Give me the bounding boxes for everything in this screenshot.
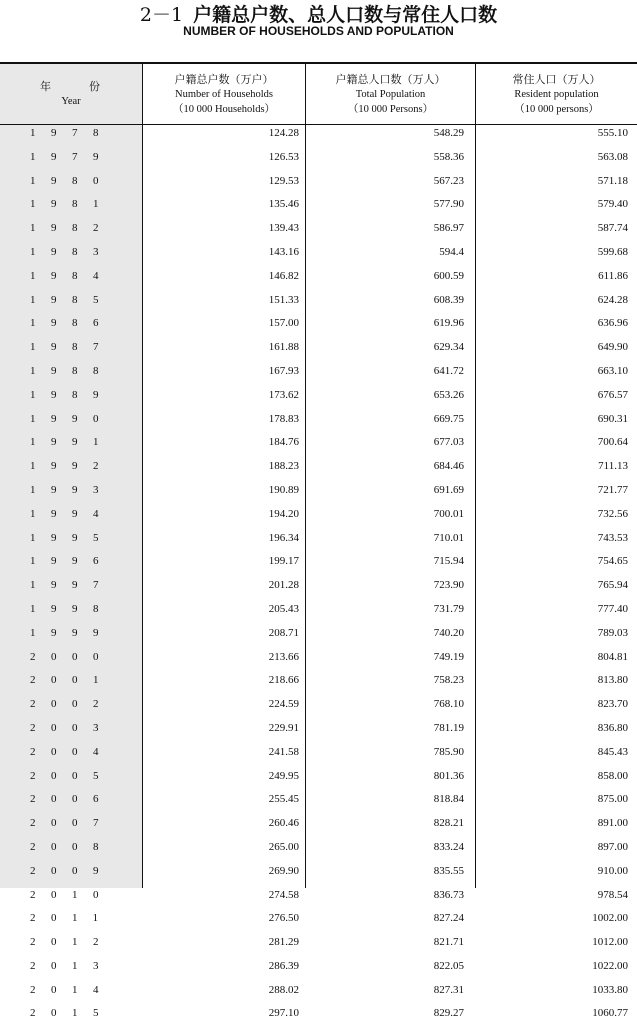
year-cell: 2013: [30, 959, 114, 972]
table-row: [0, 791, 637, 815]
households-cell: 286.39: [268, 959, 299, 972]
table-title-cn: 户籍总户数、总人口数与常住人口数: [193, 4, 498, 26]
table-row: [0, 744, 637, 768]
header-resident-en: Resident population: [514, 88, 599, 100]
header-households-en: Number of Households: [175, 88, 273, 100]
header-population-en: Total Population: [355, 88, 426, 100]
households-cell: 297.10: [268, 1007, 299, 1020]
table-row: [0, 268, 637, 292]
header-households: [143, 64, 305, 124]
table-row: [0, 149, 637, 173]
resident-cell: 1060.77: [592, 1007, 628, 1020]
year-cell: 1985: [30, 293, 114, 306]
header-resident-unit: （10 000 persons）: [514, 103, 599, 115]
households-cell: 241.58: [268, 745, 299, 758]
table-row: [0, 220, 637, 244]
table-row: [0, 339, 637, 363]
households-cell: 173.62: [268, 388, 299, 401]
year-cell: 1993: [30, 483, 114, 496]
table-row: [0, 839, 637, 863]
table-row: [0, 958, 637, 982]
households-cell: 255.45: [268, 793, 299, 806]
table-row: [0, 768, 637, 792]
table-row: [0, 696, 637, 720]
households-cell: 129.53: [268, 174, 299, 187]
year-cell: 1998: [30, 602, 114, 615]
table-row: [0, 292, 637, 316]
year-cell: 2015: [30, 1007, 114, 1020]
header-population: [306, 64, 475, 124]
households-cell: 218.66: [268, 674, 299, 687]
population-cell: 567.23: [433, 174, 464, 187]
year-cell: 2009: [30, 864, 114, 877]
resident-cell: 836.80: [597, 721, 628, 734]
resident-cell: 858.00: [597, 769, 628, 782]
population-cell: 608.39: [433, 293, 464, 306]
population-cell: 586.97: [433, 222, 464, 235]
resident-cell: 732.56: [597, 507, 628, 520]
resident-cell: 813.80: [597, 674, 628, 687]
year-cell: 1997: [30, 579, 114, 592]
population-cell: 669.75: [433, 412, 464, 425]
resident-cell: 891.00: [597, 817, 628, 830]
year-cell: 1989: [30, 388, 114, 401]
resident-cell: 571.18: [597, 174, 628, 187]
households-cell: 224.59: [268, 698, 299, 711]
households-cell: 146.82: [268, 269, 299, 282]
table-row: [0, 982, 637, 1006]
population-cell: 768.10: [433, 698, 464, 711]
year-cell: 2007: [30, 817, 114, 830]
table-row: [0, 411, 637, 435]
resident-cell: 721.77: [597, 483, 628, 496]
table-row: [0, 482, 637, 506]
year-cell: 2006: [30, 793, 114, 806]
year-cell: 1984: [30, 269, 114, 282]
population-cell: 827.31: [433, 983, 464, 996]
header-households-unit: （10 000 Households）: [172, 103, 276, 115]
resident-cell: 777.40: [597, 602, 628, 615]
households-cell: 265.00: [268, 840, 299, 853]
year-cell: 2000: [30, 650, 114, 663]
resident-cell: 611.86: [598, 269, 628, 282]
households-cell: 135.46: [268, 198, 299, 211]
year-cell: 1995: [30, 531, 114, 544]
population-cell: 715.94: [433, 555, 464, 568]
households-cell: 229.91: [268, 721, 299, 734]
table-row: [0, 434, 637, 458]
year-cell: 2002: [30, 698, 114, 711]
population-cell: 677.03: [433, 436, 464, 449]
population-cell: 558.36: [433, 150, 464, 163]
header-year-cn: 年份: [40, 80, 138, 93]
population-cell: 822.05: [433, 959, 464, 972]
population-cell: 785.90: [433, 745, 464, 758]
households-cell: 139.43: [268, 222, 299, 235]
population-cell: 594.4: [439, 245, 464, 258]
households-cell: 274.58: [268, 888, 299, 901]
population-cell: 653.26: [433, 388, 464, 401]
population-cell: 691.69: [433, 483, 464, 496]
table-title: [0, 4, 637, 26]
households-cell: 151.33: [268, 293, 299, 306]
header-year-en: Year: [61, 96, 81, 107]
table-row: [0, 649, 637, 673]
population-cell: 619.96: [433, 317, 464, 330]
year-cell: 2011: [30, 912, 114, 925]
population-cell: 641.72: [433, 364, 464, 377]
households-cell: 205.43: [268, 602, 299, 615]
households-cell: 269.90: [268, 864, 299, 877]
resident-cell: 823.70: [597, 698, 628, 711]
resident-cell: 676.57: [597, 388, 628, 401]
table-title-en: NUMBER OF HOUSEHOLDS AND POPULATION: [183, 24, 454, 38]
table-row: [0, 363, 637, 387]
table-row: [0, 577, 637, 601]
resident-cell: 649.90: [597, 341, 628, 354]
year-cell: 1981: [30, 198, 114, 211]
year-cell: 1980: [30, 174, 114, 187]
header-population-unit: （10 000 Persons）: [347, 103, 434, 115]
year-cell: 1986: [30, 317, 114, 330]
population-cell: 548.29: [433, 127, 464, 139]
resident-cell: 1002.00: [592, 912, 628, 925]
population-cell: 740.20: [433, 626, 464, 639]
year-cell: 1999: [30, 626, 114, 639]
population-cell: 833.24: [433, 840, 464, 853]
households-cell: 143.16: [268, 245, 299, 258]
header-resident-cn: 常住人口（万人）: [512, 72, 601, 86]
year-cell: 1979: [30, 150, 114, 163]
table-row: [0, 506, 637, 530]
population-cell: 801.36: [433, 769, 464, 782]
households-cell: 157.00: [268, 317, 299, 330]
table-row: [0, 720, 637, 744]
population-cell: 821.71: [433, 936, 464, 949]
resident-cell: 754.65: [597, 555, 628, 568]
year-cell: 2001: [30, 674, 114, 687]
table-row: [0, 887, 637, 911]
table-row: [0, 530, 637, 554]
year-cell: 1996: [30, 555, 114, 568]
header-households-cn: 户籍总户数（万户）: [174, 72, 274, 86]
table-row: [0, 863, 637, 887]
header-year: [0, 64, 142, 124]
year-cell: 1987: [30, 341, 114, 354]
resident-cell: 711.13: [598, 460, 628, 473]
population-cell: 749.19: [433, 650, 464, 663]
households-cell: 276.50: [268, 912, 299, 925]
households-cell: 249.95: [268, 769, 299, 782]
table-row: [0, 625, 637, 649]
households-cell: 201.28: [268, 579, 299, 592]
resident-cell: 1033.80: [592, 983, 628, 996]
resident-cell: 599.68: [597, 245, 628, 258]
resident-cell: 910.00: [597, 864, 628, 877]
population-cell: 827.24: [433, 912, 464, 925]
resident-cell: 563.08: [597, 150, 628, 163]
table-number: 2－1: [139, 4, 184, 26]
year-cell: 1982: [30, 222, 114, 235]
resident-cell: 579.40: [597, 198, 628, 211]
resident-cell: 789.03: [597, 626, 628, 639]
population-cell: 829.27: [433, 1007, 464, 1020]
population-cell: 731.79: [433, 602, 464, 615]
households-cell: 167.93: [268, 364, 299, 377]
year-cell: 2004: [30, 745, 114, 758]
table-header: [0, 64, 637, 125]
population-cell: 818.84: [433, 793, 464, 806]
population-cell: 781.19: [433, 721, 464, 734]
population-cell: 723.90: [433, 579, 464, 592]
households-cell: 196.34: [268, 531, 299, 544]
households-cell: 213.66: [268, 650, 299, 663]
year-cell: 1990: [30, 412, 114, 425]
resident-cell: 804.81: [597, 650, 628, 663]
households-cell: 199.17: [268, 555, 299, 568]
resident-cell: 897.00: [597, 840, 628, 853]
households-cell: 184.76: [268, 436, 299, 449]
year-cell: 2010: [30, 888, 114, 901]
year-cell: 1988: [30, 364, 114, 377]
table-row: [0, 1005, 637, 1029]
table-row: [0, 672, 637, 696]
households-cell: 260.46: [268, 817, 299, 830]
population-cell: 577.90: [433, 198, 464, 211]
table-row: [0, 173, 637, 197]
resident-cell: 875.00: [597, 793, 628, 806]
population-cell: 600.59: [433, 269, 464, 282]
table-row: [0, 815, 637, 839]
table-row: [0, 601, 637, 625]
households-cell: 188.23: [268, 460, 299, 473]
households-cell: 288.02: [268, 983, 299, 996]
households-cell: 178.83: [268, 412, 299, 425]
population-cell: 836.73: [433, 888, 464, 901]
resident-cell: 845.43: [597, 745, 628, 758]
table-row: [0, 315, 637, 339]
year-cell: 1992: [30, 460, 114, 473]
year-cell: 2008: [30, 840, 114, 853]
resident-cell: 555.10: [597, 127, 628, 139]
resident-cell: 700.64: [597, 436, 628, 449]
households-cell: 281.29: [268, 936, 299, 949]
table-row: [0, 196, 637, 220]
resident-cell: 587.74: [597, 222, 628, 235]
table-body: [0, 125, 637, 1029]
year-cell: 1994: [30, 507, 114, 520]
households-cell: 190.89: [268, 483, 299, 496]
table-row: [0, 125, 637, 149]
population-cell: 710.01: [433, 531, 464, 544]
resident-cell: 743.53: [597, 531, 628, 544]
households-cell: 208.71: [268, 626, 299, 639]
population-cell: 835.55: [433, 864, 464, 877]
households-cell: 126.53: [268, 150, 299, 163]
resident-cell: 690.31: [597, 412, 628, 425]
households-cell: 161.88: [268, 341, 299, 354]
resident-cell: 765.94: [597, 579, 628, 592]
year-cell: 2014: [30, 983, 114, 996]
table-row: [0, 387, 637, 411]
resident-cell: 978.54: [597, 888, 628, 901]
resident-cell: 624.28: [597, 293, 628, 306]
year-cell: 1991: [30, 436, 114, 449]
header-resident: [476, 64, 637, 124]
resident-cell: 1012.00: [592, 936, 628, 949]
population-cell: 684.46: [433, 460, 464, 473]
year-cell: 2003: [30, 721, 114, 734]
year-cell: 2005: [30, 769, 114, 782]
households-cell: 194.20: [268, 507, 299, 520]
table-row: [0, 244, 637, 268]
population-cell: 700.01: [433, 507, 464, 520]
table-row: [0, 934, 637, 958]
population-cell: 629.34: [433, 341, 464, 354]
population-cell: 758.23: [433, 674, 464, 687]
table-row: [0, 458, 637, 482]
population-cell: 828.21: [433, 817, 464, 830]
resident-cell: 636.96: [597, 317, 628, 330]
resident-cell: 1022.00: [592, 959, 628, 972]
year-cell: 2012: [30, 936, 114, 949]
resident-cell: 663.10: [597, 364, 628, 377]
header-population-cn: 户籍总人口数（万人）: [335, 72, 446, 86]
table-row: [0, 553, 637, 577]
year-cell: 1978: [30, 127, 114, 139]
households-cell: 124.28: [268, 127, 299, 139]
year-cell: 1983: [30, 245, 114, 258]
table-row: [0, 910, 637, 934]
